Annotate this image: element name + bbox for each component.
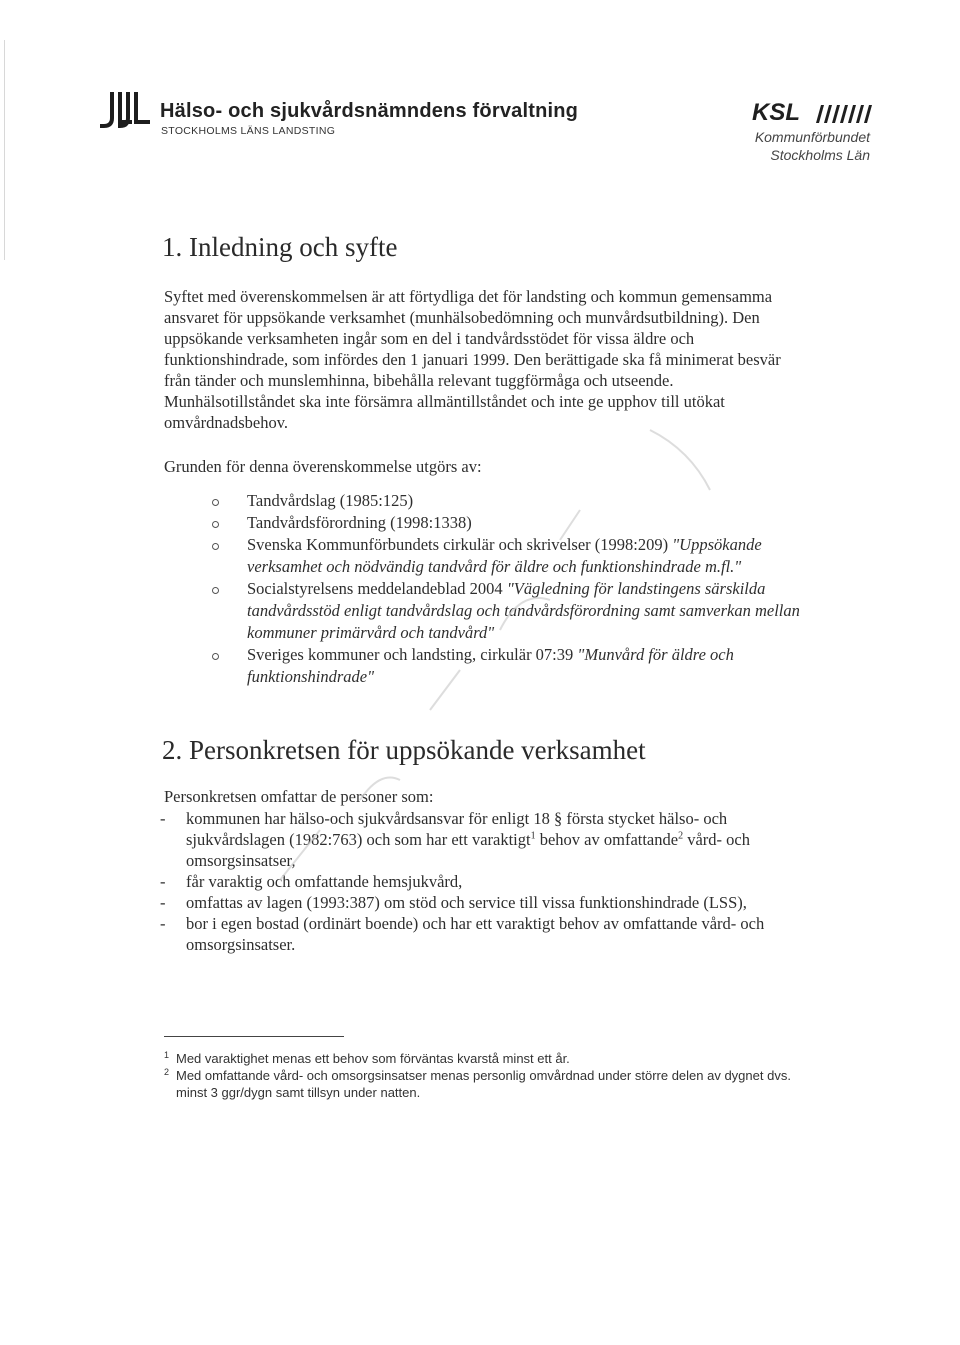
ksl-line-2: Stockholms Län xyxy=(770,147,870,163)
basis-list xyxy=(212,490,802,688)
landsting-logo-icon xyxy=(98,90,154,130)
basis-intro: Grunden för denna överenskommelse utgörs av: xyxy=(164,457,482,476)
footnote-1: 1 Med varaktighet menas ett behov som förväntas kvarstå minst ett år. xyxy=(164,1050,570,1066)
section-1-heading: 1. Inledning och syfte xyxy=(162,232,398,262)
ksl-stripes-icon xyxy=(812,105,876,123)
list-item: Svenska Kommunförbundets cirkulär och skrivelser (1998:209) "Uppsökande verksamhet och nödvändig tandvård för äldre och funktionshindrade m.fl." xyxy=(212,534,802,578)
list-item: Socialstyrelsens meddelandeblad 2004 "Vägledning för landstingens särskilda tandvårdsstöd enligt tandvårdslag och tandvårdsförordning samt samverkan mellan kommuner primärvård och tandvård" xyxy=(212,578,802,644)
ksl-line-1: Kommunförbundet xyxy=(754,129,870,145)
scan-edge-line xyxy=(4,40,5,260)
bullet-icon xyxy=(212,521,219,528)
section-2-heading: 2. Personkretsen för uppsökande verksamhet xyxy=(162,735,646,765)
person-criteria-list xyxy=(160,808,800,955)
footnote-2: 2 Med omfattande vård- och omsorgsinsatser menas personlig omvårdnad under större delen av dygnet dvs. minst 3 ggr/dygn samt tillsyn under natten. xyxy=(164,1067,791,1100)
list-item: - omfattas av lagen (1993:387) om stöd och service till vissa funktionshindrade (LSS), xyxy=(160,893,747,912)
bullet-icon xyxy=(212,499,219,506)
bullet-icon xyxy=(212,543,219,550)
list-item: - bor i egen bostad (ordinärt boende) och har ett varaktigt behov av omfattande vård- och omsorgsinsatser. xyxy=(160,914,765,954)
list-item: - får varaktig och omfattande hemsjukvård, xyxy=(160,872,463,891)
ksl-logo: KSL xyxy=(752,99,800,126)
org-subtitle: STOCKHOLMS LÄNS LANDSTING xyxy=(161,125,336,137)
list-item: Tandvårdslag (1985:125) xyxy=(212,490,802,512)
list-item: Tandvårdsförordning (1998:1338) xyxy=(212,512,802,534)
bullet-icon xyxy=(212,587,219,594)
ksl-subtitle xyxy=(755,128,870,164)
list-item: Sveriges kommuner och landsting, cirkulär 07:39 "Munvård för äldre och funktionshindrade" xyxy=(212,644,802,688)
bullet-icon xyxy=(212,653,219,660)
footnotes xyxy=(164,1050,804,1101)
list-item: - kommunen har hälso-och sjukvårdsansvar för enligt 18 § första stycket hälso- och sjukvårdslagen (1982:763) och som har ett varaktigt$^1$ behov av omfattande$^2$ vård- och omsorgsinsatser, xyxy=(160,809,750,870)
org-name: Hälso- och sjukvårdsnämndens förvaltning xyxy=(160,100,579,122)
section-1-paragraph: Syftet med överenskommelsen är att förtydliga det för landsting och kommun gemensamma ansvaret för uppsökande verksamhet (munhälsobedömning och munvårdsutbildning). Den uppsökande verksamheten ingår som en del i tandvårdsstödet för vissa äldre och funktionshindrade, som infördes den 1 januari 1999. Den berättigade ska få minimerat besvär från tänder och munslemhinna, bibehålla relevant tuggförmåga och utseende. Munhälsotillståndet ska inte försämra allmäntillståndet och inte ge upphov till utökat omvårdnadsbehov. xyxy=(164,287,781,432)
footnote-divider xyxy=(164,1036,344,1037)
section-2-intro: Personkretsen omfattar de personer som: xyxy=(164,787,434,806)
